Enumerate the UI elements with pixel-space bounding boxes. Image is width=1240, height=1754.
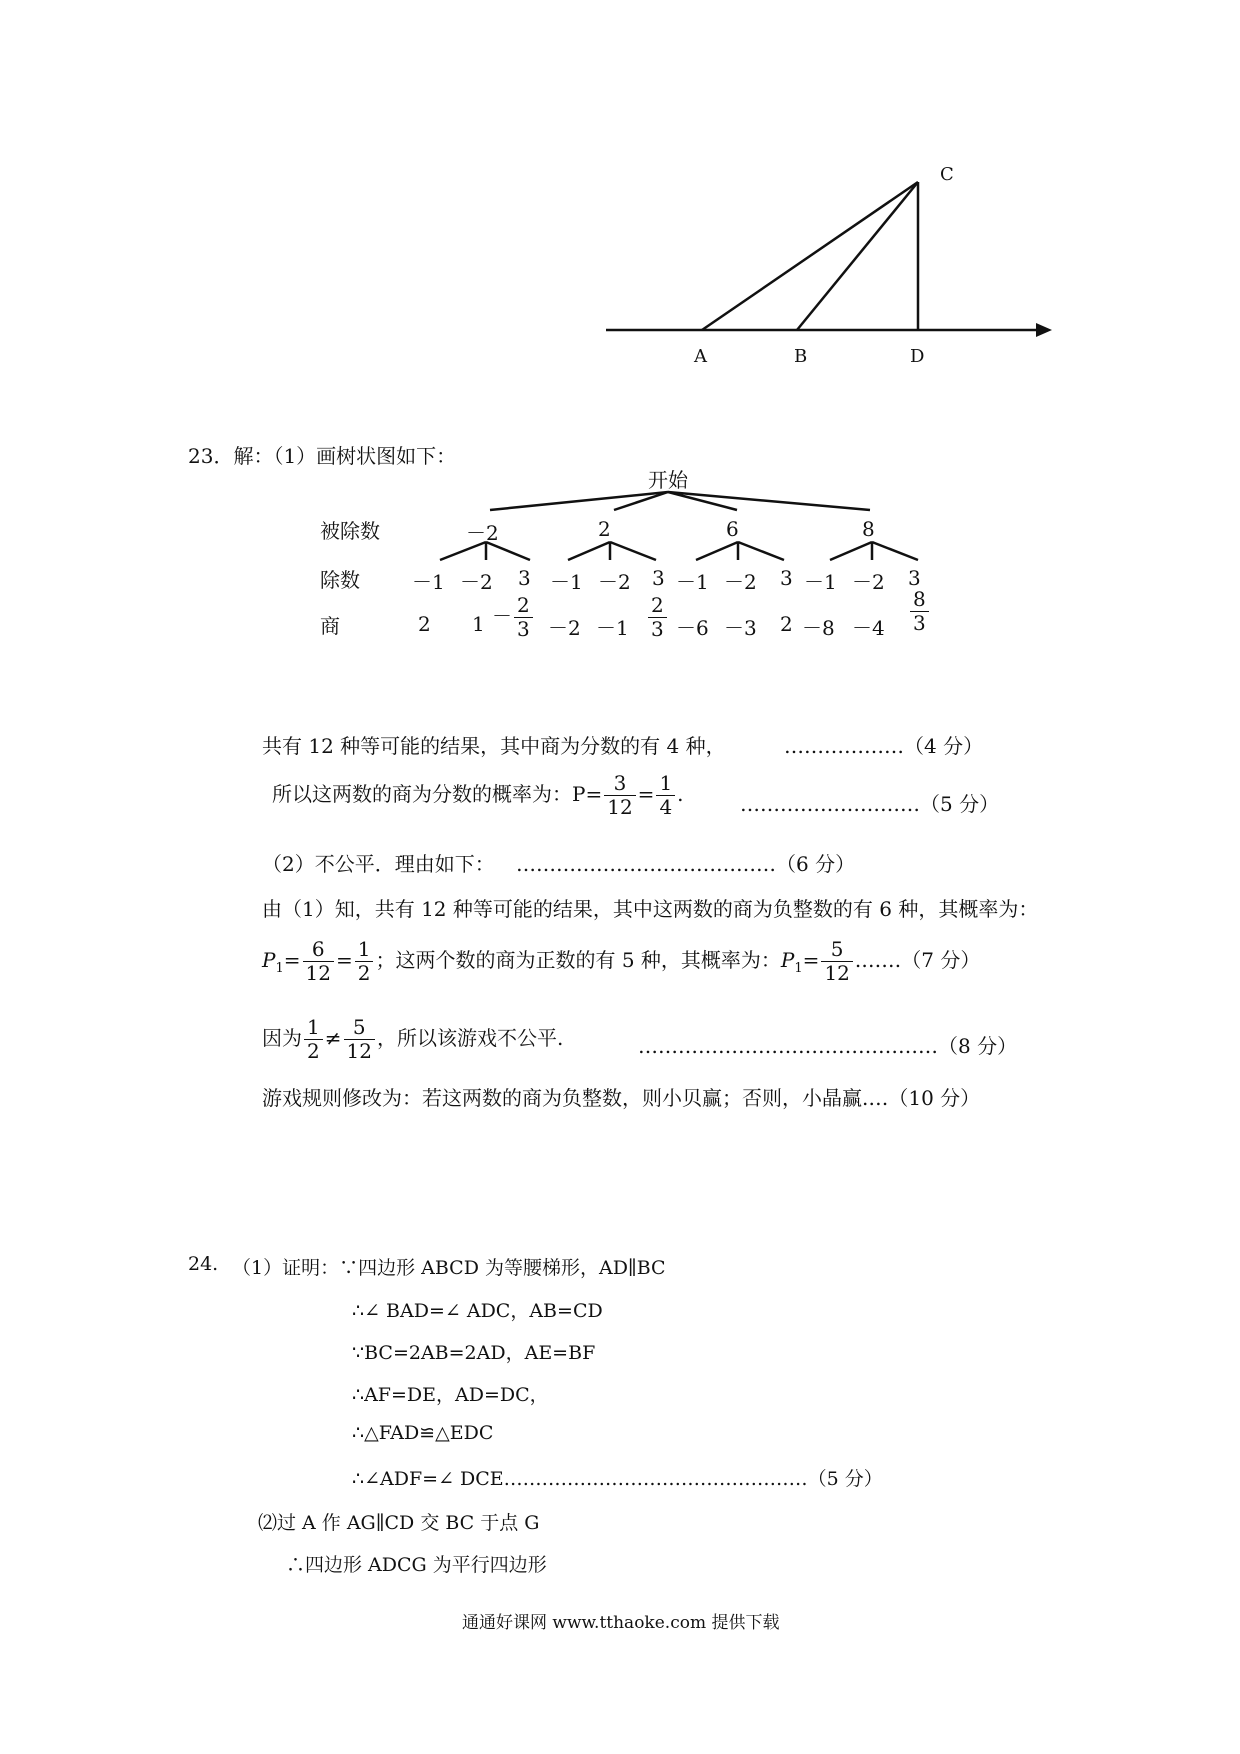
quotient-7: －6 — [676, 616, 709, 640]
row-label-dividend: 被除数 — [320, 519, 380, 543]
q23-line1-score: ………………（4 分） — [784, 734, 984, 758]
dividend-3: 6 — [726, 517, 739, 541]
quotient-9: 2 — [780, 612, 793, 636]
divisor-9: 3 — [780, 566, 793, 590]
quotient-10: －8 — [802, 616, 835, 640]
divisor-1: －1 — [412, 570, 445, 594]
tree-root: 开始 — [648, 468, 688, 492]
divisor-11: －2 — [852, 570, 885, 594]
dividend-2: 2 — [598, 517, 611, 541]
q24-line4: ∴AF=DE，AD=DC， — [352, 1384, 549, 1406]
axis-arrowhead — [1036, 323, 1052, 337]
quotient-1: 2 — [418, 612, 431, 636]
quotient-3: － $\frac{2}{3}$ — [492, 594, 535, 641]
q23-line6-score: ………………………………………（8 分） — [638, 1034, 1018, 1058]
quotient-5: －1 — [596, 616, 629, 640]
dividend-1: －2 — [466, 521, 499, 545]
q23-header: 23．解：（1）画树状图如下： — [188, 444, 457, 468]
q24-line7: ⑵过 A 作 AG∥CD 交 BC 于点 G — [258, 1512, 540, 1534]
divisor-8: －2 — [724, 570, 757, 594]
quotient-6: $\frac{2}{3}$ — [646, 594, 669, 641]
row-label-divisor: 除数 — [320, 568, 360, 592]
quotient-4: －2 — [548, 616, 581, 640]
q24-line8: ∴四边形 ADCG 为平行四边形 — [286, 1554, 547, 1576]
dividend-4: 8 — [862, 517, 875, 541]
q23-line6: 因为 $\frac{1}{2}$ ≠ $\frac{5}{12}$ ，所以该游戏不公平. — [262, 1015, 564, 1063]
q24-line6: ∴∠ADF=∠ DCE…………………………………………（5 分） — [352, 1468, 883, 1490]
segment-bc — [797, 182, 918, 330]
segment-ac — [702, 182, 918, 330]
geometry-figure — [0, 0, 1240, 400]
divisor-4: －1 — [550, 570, 583, 594]
quotient-2: 1 — [472, 612, 485, 636]
divisor-5: －2 — [598, 570, 631, 594]
quotient-11: －4 — [852, 616, 885, 640]
divisor-12: 3 — [908, 566, 921, 590]
label-c: C — [940, 164, 954, 185]
q23-line1: 共有 12 种等可能的结果，其中商为分数的有 4 种， — [262, 734, 726, 758]
q24-line2: ∴∠ BAD=∠ ADC，AB=CD — [352, 1300, 603, 1322]
divisor-2: －2 — [460, 570, 493, 594]
divisor-7: －1 — [676, 570, 709, 594]
q23-line3-score: …………………………………（6 分） — [516, 852, 856, 876]
q23-line2-score: ………………………（5 分） — [740, 792, 1000, 816]
label-b: B — [794, 346, 808, 367]
label-d: D — [910, 346, 925, 367]
page-footer: 通通好课网 www.tthaoke.com 提供下载 — [462, 1613, 780, 1633]
quotient-8: －3 — [724, 616, 757, 640]
divisor-6: 3 — [652, 566, 665, 590]
divisor-3: 3 — [518, 566, 531, 590]
q23-line3: （2）不公平．理由如下： — [262, 852, 495, 876]
row-label-quotient: 商 — [320, 614, 340, 638]
divisor-10: －1 — [804, 570, 837, 594]
label-a: A — [694, 346, 707, 367]
q23-line4: 由（1）知，共有 12 种等可能的结果，其中这两数的商为负整数的有 6 种，其概率为： — [262, 897, 1039, 921]
q24-line5: ∴△FAD≌△EDC — [352, 1422, 494, 1444]
q23-line2: 所以这两数的商为分数的概率为：P= $\frac{3}{12}$ = $\frac{1}{4}$ . — [272, 771, 684, 819]
q24-number: 24. — [188, 1253, 219, 1275]
q24-line1: （1）证明：∵四边形 ABCD 为等腰梯形，AD∥BC — [232, 1257, 666, 1279]
q24-line3: ∵BC=2AB=2AD，AE=BF — [352, 1342, 596, 1364]
quotient-12: $\frac{8}{3}$ — [908, 588, 931, 635]
q23-line5: $P_1=$ $\frac{6}{12}$ = $\frac{1}{2}$ ；这两个数的商为正数的有 5 种，其概率为：$P_1=$ $\frac{5}{12}$ .……（7 分） — [262, 937, 981, 985]
q23-line7: 游戏规则修改为：若这两数的商为负整数，则小贝赢；否则，小晶赢.…（10 分） — [262, 1086, 981, 1110]
